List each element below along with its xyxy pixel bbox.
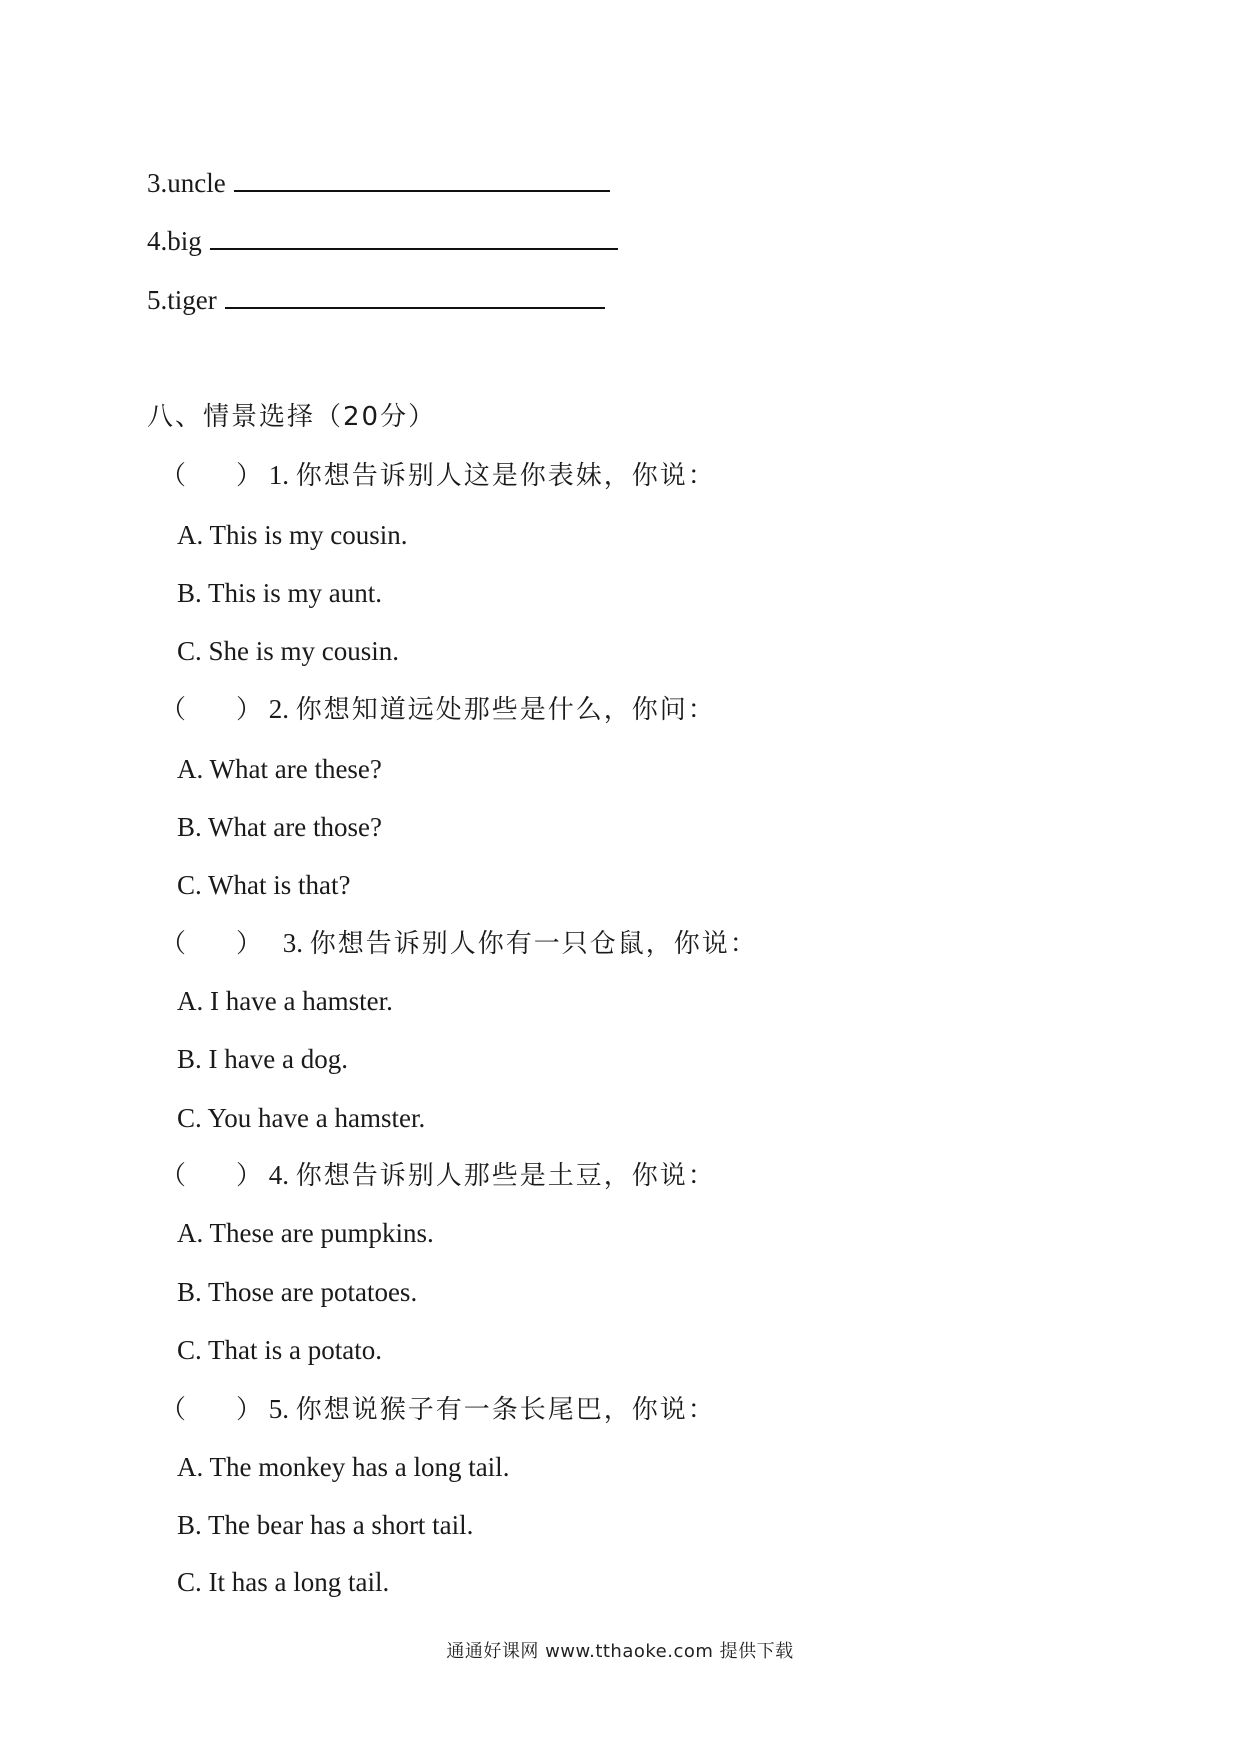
answer-blank[interactable] [234,168,610,192]
option-c: C. What is that? [177,870,351,900]
option-b: B. What are those? [177,812,382,842]
answer-paren-open[interactable]: （ [160,461,187,491]
answer-paren-close: ） [236,1161,263,1191]
fill-item-label: 5.tiger [147,285,217,315]
option-b: B. I have a dog. [177,1044,348,1074]
option-a: A. These are pumpkins. [177,1218,434,1248]
option-b: B. This is my aunt. [177,578,383,608]
fill-item [147,166,610,200]
fill-item-label: 4.big [147,226,202,256]
option-a: A. This is my cousin. [177,520,408,550]
section-title: 八、情景选择（20分） [147,402,437,432]
option-a: A. What are these? [177,754,382,784]
question-prompt: 你想告诉别人那些是土豆，你说： [295,1161,716,1191]
footer-text: 通通好课网 www.tthaoke.com 提供下载 [446,1641,794,1662]
answer-paren-close: ） [236,461,263,491]
answer-paren-open[interactable]: （ [160,1161,187,1191]
question-prompt: 你想说猴子有一条长尾巴，你说： [295,1395,716,1425]
question-number: 2. [268,694,290,724]
answer-blank[interactable] [210,226,618,250]
question-prompt: 你想知道远处那些是什么，你问： [295,695,716,725]
option-b: B. The bear has a short tail. [177,1510,474,1540]
question-row [160,692,716,727]
fill-item [147,224,618,258]
answer-blank[interactable] [225,285,605,309]
question-number: 1. [268,460,290,490]
answer-paren-close: ） [236,695,263,725]
answer-paren-open[interactable]: （ [160,695,187,725]
question-number: 4. [268,1160,290,1190]
option-a: A. The monkey has a long tail. [177,1452,510,1482]
question-prompt: 你想告诉别人这是你表妹，你说： [295,461,716,491]
question-prompt: 你想告诉别人你有一只仓鼠，你说： [309,929,758,959]
answer-paren-open[interactable]: （ [160,1395,187,1425]
question-row [160,1158,716,1193]
answer-paren-close: ） [236,1395,263,1425]
option-c: C. She is my cousin. [177,636,400,666]
question-row [160,1392,716,1427]
answer-paren-close: ） [236,929,263,959]
option-a: A. I have a hamster. [177,986,393,1016]
option-b: B. Those are potatoes. [177,1277,418,1307]
question-number: 3. [282,928,304,958]
fill-item-label: 3.uncle [147,168,226,198]
option-c: C. It has a long tail. [177,1567,390,1597]
option-c: C. You have a hamster. [177,1103,426,1133]
question-number: 5. [268,1394,290,1424]
fill-item [147,283,605,317]
answer-paren-open[interactable]: （ [160,929,187,959]
question-row [160,926,758,961]
option-c: C. That is a potato. [177,1335,382,1365]
question-row [160,458,716,493]
